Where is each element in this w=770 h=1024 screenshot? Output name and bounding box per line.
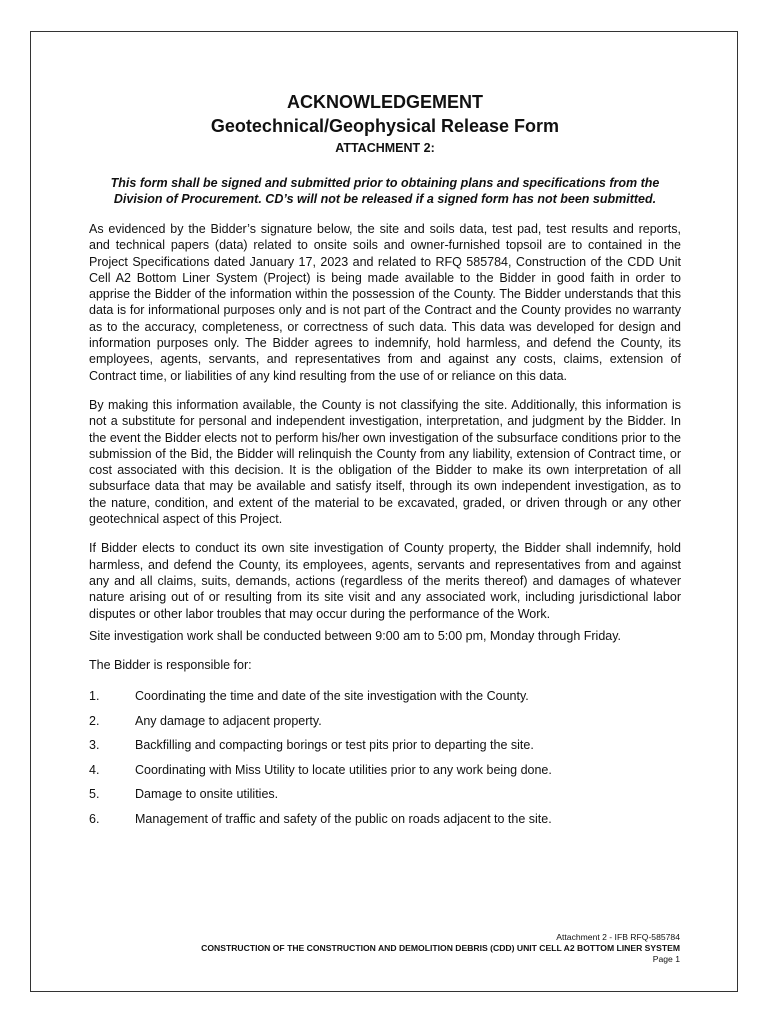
list-text: Any damage to adjacent property. — [135, 713, 322, 728]
list-text: Coordinating with Miss Utility to locate utilities prior to any work being done. — [135, 762, 552, 777]
list-text: Backfilling and compacting borings or test pits prior to departing the site. — [135, 738, 534, 753]
list-text: Damage to onsite utilities. — [135, 787, 279, 802]
submission-notice: This form shall be signed and submitted prior to obtaining plans and specifications from the Division of Procurement. CD’s will not be released if a signed form has not been submitted. — [110, 176, 660, 206]
list-number: 6. — [89, 811, 100, 826]
form-subtitle: Geotechnical/Geophysical Release Form — [210, 116, 560, 136]
footer-project-title: CONSTRUCTION OF THE CONSTRUCTION AND DEMOLITION DEBRIS (CDD) UNIT CELL A2 BOTTOM LINER SYSTEM — [201, 943, 680, 953]
paragraph-data-disclaimer: As evidenced by the Bidder’s signature below, the site and soils data, test pad, test results and reports, and technical papers (data) related to onsite soils and owner-furnished topsoil are to contained in the Project Specifications dated January 17, 2023 and related to RFQ 585784, Construction of the CDD Unit Cell A2 Bottom Liner System (Project) is being made available to the Bidder in good faith in order to apprise the Bidder of the information within the possession of the County. The Bidder understands that this data is for informational purposes only and is not part of the Contract and the County provides no warranty as to the accuracy, completeness, or correctness of such data. This data was developed for design and information purposes only. The Bidder agrees to indemnify, hold harmless, and defend the County, its employees, agents, servants, and representatives from and against any costs, claims, extension of Contract time, or liabilities of any kind resulting from the use of or reliance on this data. — [89, 222, 681, 383]
paragraph-work-hours: Site investigation work shall be conducted between 9:00 am to 5:00 pm, Monday through Friday. — [89, 628, 622, 643]
list-number: 4. — [89, 762, 100, 777]
footer-attachment-ref: Attachment 2 - IFB RFQ-585784 — [556, 932, 680, 942]
list-text: Management of traffic and safety of the public on roads adjacent to the site. — [135, 811, 552, 826]
list-item — [89, 688, 681, 713]
footer-page-number: Page 1 — [652, 954, 680, 964]
list-item — [89, 786, 681, 811]
list-number: 3. — [89, 738, 100, 753]
list-number: 1. — [89, 689, 100, 704]
responsibility-list — [89, 688, 681, 835]
list-text: Coordinating the time and date of the site investigation with the County. — [135, 689, 529, 704]
paragraph-site-classification: By making this information available, the County is not classifying the site. Additionally, this information is not a substitute for personal and independent investigation, interpretation, and judgment by the Bidder. In the event the Bidder elects not to perform his/her own investigation of the subsurface conditions prior to the submission of the Bid, the Bidder will relinquish the County from any liability, extension of Contract time, or cost associated with this decision. It is the obligation of the Bidder to make its own interpretation of all subsurface data that may be available and satisfy itself, through its own independent investigation, as to the nature, condition, and extent of the material to be excavated, graded, or driven through or any other geotechnical aspect of this Project. — [89, 397, 682, 527]
list-number: 5. — [89, 787, 100, 802]
list-number: 2. — [89, 713, 100, 728]
list-item — [89, 737, 681, 762]
page-footer — [80, 932, 680, 965]
page-title: ACKNOWLEDGEMENT — [287, 92, 483, 112]
paragraph-responsibility-intro: The Bidder is responsible for: — [89, 658, 252, 673]
document-body — [89, 92, 681, 835]
paragraph-indemnification: If Bidder elects to conduct its own site investigation of County property, the Bidder shall indemnify, hold harmless, and defend the County, its employees, agents, servants and representatives from and against any and all claims, suits, demands, actions (regardless of the merits thereof) and damages of whatever nature arising out of or resulting from its site visit and any associated work, including jurisdictional labor disputes or other labor troubles that may occur during the performance of the Work. — [89, 541, 681, 621]
list-item — [89, 713, 681, 738]
attachment-label: ATTACHMENT 2: — [335, 141, 435, 155]
list-item — [89, 762, 681, 787]
list-item — [89, 811, 681, 836]
